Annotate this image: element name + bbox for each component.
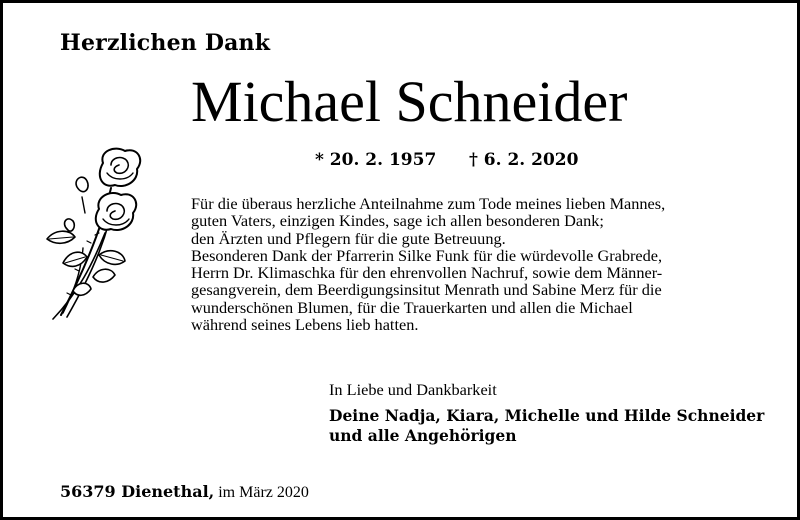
- closing-phrase: In Liebe und Dankbarkeit: [329, 380, 497, 399]
- death-date: † 6. 2. 2020: [469, 150, 579, 170]
- message-line: während seines Lebens lieb hatten.: [191, 315, 419, 335]
- message-line: Besonderen Dank der Pfarrerin Silke Funk für die würdevolle Grabrede,: [191, 245, 663, 265]
- date: im März 2020: [214, 484, 309, 501]
- thank-you-message: [191, 195, 751, 333]
- signer-line: Deine Nadja, Kiara, Michelle und Hilde Schneider: [329, 406, 765, 425]
- message-line: gesangverein, dem Beerdigungsinsitut Menrath und Sabine Merz für die: [191, 280, 662, 300]
- place-and-date: [60, 482, 309, 502]
- heading: Herzlichen Dank: [60, 30, 271, 56]
- message-line: Herrn Dr. Klimaschka für den ehrenvollen Nachruf, sowie dem Männer-: [191, 263, 663, 283]
- message-line: guten Vaters, einzigen Kindes, sage ich allen besonderen Dank;: [191, 211, 604, 231]
- signer-line: und alle Angehörigen: [329, 426, 517, 445]
- place: 56379 Dienethal,: [60, 482, 215, 501]
- message-line: den Ärzten und Pflegern für die gute Betreuung.: [191, 228, 506, 248]
- message-line: wunderschönen Blumen, für die Trauerkarten und allen die Michael: [191, 297, 633, 317]
- rose-bouquet-icon: [33, 143, 143, 323]
- signers: [329, 406, 764, 446]
- birth-date: * 20. 2. 1957: [315, 150, 437, 170]
- message-line: Für die überaus herzliche Anteilnahme zum Tode meines lieben Mannes,: [191, 194, 666, 213]
- deceased-name: Michael Schneider: [191, 69, 628, 134]
